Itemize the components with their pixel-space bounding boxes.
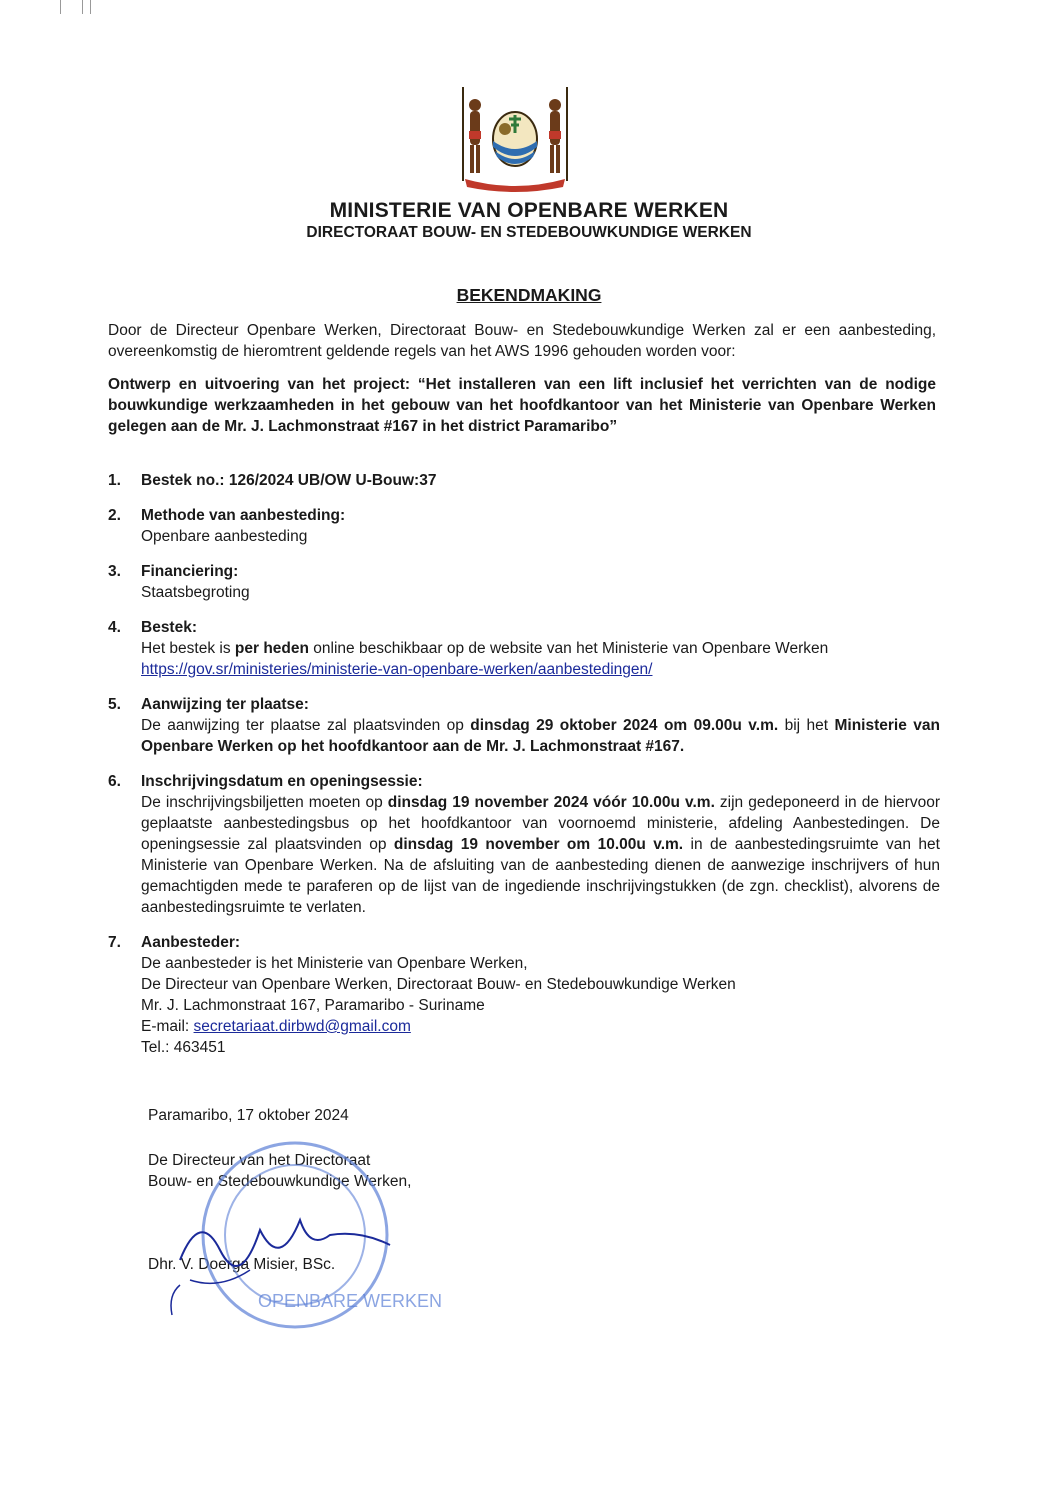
- notice-title: BEKENDMAKING: [456, 285, 602, 305]
- item-label: Inschrijvingsdatum en openingsessie:: [141, 773, 423, 790]
- list-item: 5. Aanwijzing ter plaatse: De aanwijzing ter plaatse zal plaatsvinden op dinsdag 29 oktober 2024 om 09.00u v.m. bij het Ministerie van Openbare Werken op het hoofdkantoor aan de Mr. J. Lachmonstraat #167.: [108, 696, 940, 755]
- signatory-title-line1: De Directeur van het Directoraat: [148, 1152, 371, 1169]
- directorate-heading: DIRECTORAAT BOUW- EN STEDEBOUWKUNDIGE WERKEN: [306, 224, 752, 241]
- stamp-text: OPENBARE WERKEN: [258, 1291, 443, 1311]
- list-item: 7. Aanbesteder: De aanbesteder is het Ministerie van Openbare Werken, De Directeur van Openbare Werken, Directoraat Bouw- en Stedebouwkundige Werken Mr. J. Lachmonstraat 167, Paramaribo - Suriname E-mail: secretariaat.dirbwd@gmail.com Tel.: 463451: [108, 932, 940, 1058]
- scan-marks: [60, 0, 106, 14]
- item-value: Openbare aanbesteding: [141, 528, 308, 545]
- signatory-title-line2: Bouw- en Stedebouwkundige Werken,: [148, 1173, 412, 1190]
- ministry-heading: MINISTERIE VAN OPENBARE WERKEN: [329, 199, 729, 222]
- list-item: 4. Bestek: Het bestek is per heden online beschikbaar op de website van het Ministerie van Openbare Werken https://gov.sr/ministeries/ministerie-van-openbare-werken/aanbestedingen/: [108, 617, 940, 680]
- notice-items: [108, 470, 940, 1072]
- place-date: Paramaribo, 17 oktober 2024: [148, 1107, 349, 1124]
- coat-of-arms-icon: [455, 85, 575, 193]
- bestek-number: Bestek no.: 126/2024 UB/OW U-Bouw:37: [141, 472, 437, 489]
- project-description: Ontwerp en uitvoering van het project: “Het installeren van een lift inclusief het verrichten van de nodige bouwkundige werkzaamheden in het gebouw van het hoofdkantoor van het Ministerie van Openbare Werken gelegen aan de Mr. J. Lachmonstraat #167 in het district Paramaribo”: [108, 376, 936, 435]
- phone-number: Tel.: 463451: [141, 1039, 226, 1056]
- list-item: 6. Inschrijvingsdatum en openingsessie: De inschrijvingsbiljetten moeten op dinsdag 19 november 2024 vóór 10.00u v.m. zijn gedeponeerd in de hiervoor geplaatste aanbestedingsbus op het hoofdkantoor van voornoemd ministerie, afdeling Aanbestedingen. De openingsessie zal plaatsvinden op dinsdag 19 november om 10.00u v.m. in de aanbestedingsruimte van het Ministerie van Openbare Werken. Na de afsluiting van de aanbesteding dienen de aanwezige inschrijvers of hun gemachtigden mede te paraferen op de lijst van de ingediende inschrijvingstukken (de zgn. checklist), alvorens de aanbestedingsruimte te verlaten.: [108, 773, 940, 916]
- item-label: Aanwijzing ter plaatse:: [141, 696, 309, 713]
- tender-website-link[interactable]: https://gov.sr/ministeries/ministerie-van-openbare-werken/aanbestedingen/: [141, 661, 653, 678]
- list-item: 2. Methode van aanbesteding: Openbare aanbesteding: [108, 505, 940, 547]
- signatory-name: Dhr. V. Doerga Misier, BSc.: [148, 1256, 336, 1273]
- handwritten-signature: [160, 1190, 410, 1320]
- intro-paragraph: Door de Directeur Openbare Werken, Directoraat Bouw- en Stedebouwkundige Werken zal er een aanbesteding, overeenkomstig de hieromtrent geldende regels van het AWS 1996 gehouden worden voor:: [108, 322, 936, 360]
- item-label: Bestek:: [141, 619, 197, 636]
- item-label: Aanbesteder:: [141, 934, 241, 951]
- item-label: Financiering:: [141, 563, 239, 580]
- email-link[interactable]: secretariaat.dirbwd@gmail.com: [193, 1018, 411, 1035]
- item-label: Methode van aanbesteding:: [141, 507, 346, 524]
- list-item: 1. Bestek no.: 126/2024 UB/OW U-Bouw:37: [108, 472, 437, 489]
- list-item: 3. Financiering: Staatsbegroting: [108, 561, 940, 603]
- item-value: Staatsbegroting: [141, 584, 250, 601]
